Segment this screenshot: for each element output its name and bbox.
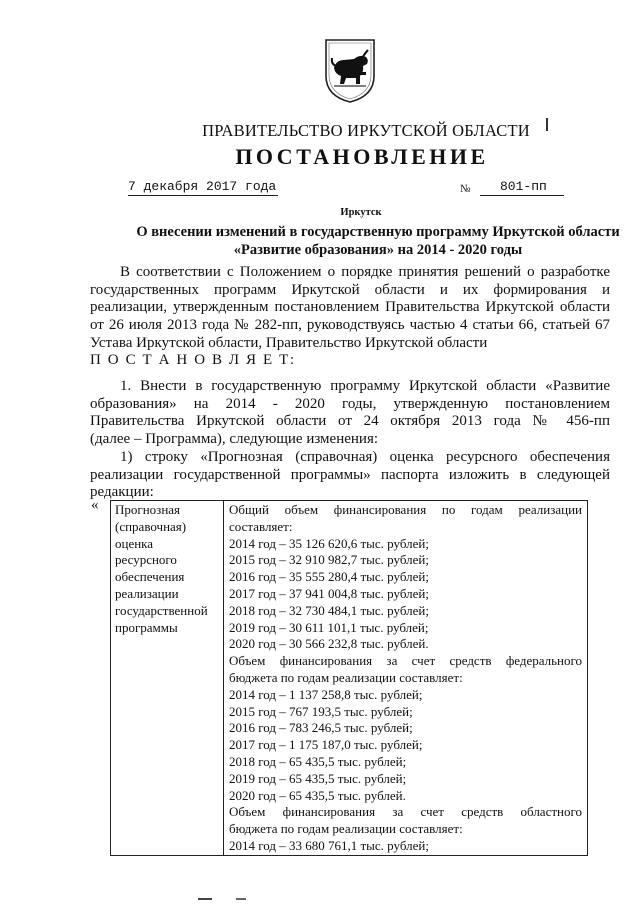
document-number: 801-пп (480, 179, 564, 196)
value-line: 2017 год – 37 941 004,8 тыс. рублей; (229, 585, 429, 601)
value-line: 2014 год – 1 137 258,8 тыс. рублей; (229, 686, 423, 702)
subpoint-1-paragraph (90, 449, 610, 502)
scan-artifact-mark (546, 118, 548, 131)
label-line: государственной (115, 602, 208, 618)
table-cell-values (224, 501, 588, 856)
value-line: 2015 год – 767 193,5 тыс. рублей; (229, 703, 413, 719)
value-line: 2018 год – 65 435,5 тыс. рублей; (229, 753, 407, 769)
subject-line: О внесении изменений в государственную программу Иркутской области (136, 224, 620, 240)
point-1-line: Правительства Иркутской области от 24 октября 2013 года № 456-пп (90, 413, 610, 430)
subpoint-1-line: 1) строку «Прогнозная (справочная) оценка ресурсного обеспечения (120, 449, 610, 465)
document-subject (108, 223, 640, 259)
value-line: 2019 год – 65 435,5 тыс. рублей; (229, 770, 407, 786)
value-line: 2019 год – 30 611 101,1 тыс. рублей; (229, 619, 429, 635)
subpoint-1-line: реализации государственной программы» паспорта изложить в следующей (90, 466, 610, 483)
label-line: обеспечения (115, 569, 185, 585)
label-line: оценка (115, 535, 154, 551)
label-line: программы (115, 619, 178, 635)
number-sign-label: № (460, 183, 471, 195)
irkutsk-coat-of-arms-icon (322, 38, 378, 104)
government-title: ПРАВИТЕЛЬСТВО ИРКУТСКОЙ ОБЛАСТИ (202, 121, 530, 140)
value-line: 2018 год – 32 730 484,1 тыс. рублей; (229, 602, 429, 618)
preamble-line: реализации, утвержденным постановлением Правительства Иркутской области (90, 299, 610, 316)
point-1-line: 1. Внести в государственную программу Иркутской области «Развитие (120, 378, 610, 394)
document-type-heading: ПОСТАНОВЛЕНИЕ (235, 144, 489, 169)
preamble-line: государственных программ Иркутской области и их формирования и (90, 281, 610, 298)
value-line: бюджета по годам реализации составляет: (229, 821, 463, 837)
document-date: 7 декабря 2017 года (128, 179, 277, 194)
value-line: 2020 год – 65 435,5 тыс. рублей. (229, 787, 406, 803)
table-row (111, 501, 588, 856)
value-line: 2014 год – 35 126 620,6 тыс. рублей; (229, 535, 429, 551)
value-line: бюджета по годам реализации составляет: (229, 669, 463, 685)
value-line: Общий объем финансирования по годам реализации (229, 502, 582, 517)
opening-quote-mark: « (91, 497, 99, 513)
subpoint-1-line: редакции: (90, 484, 154, 501)
preamble-line: от 26 июля 2013 года № 282-пп, руководствуясь частью 4 статьи 66, статьей 67 (90, 317, 610, 334)
city-name: Иркутск (340, 207, 382, 218)
value-line: Объем финансирования за счет средств федерального (229, 653, 582, 669)
preamble-line: В соответствии с Положением о порядке принятия решений о разработке (120, 264, 610, 280)
value-line: составляет: (229, 518, 293, 534)
point-1-line: образования» на 2014 - 2020 годы, утвержденную постановлением (90, 395, 610, 412)
value-line: 2020 год – 30 566 232,8 тыс. рублей. (229, 636, 429, 652)
label-line: реализации (115, 585, 179, 601)
value-line: 2016 год – 783 246,5 тыс. рублей; (229, 720, 413, 736)
preamble-paragraph (90, 264, 610, 370)
value-line: 2014 год – 33 680 761,1 тыс. рублей; (229, 837, 429, 853)
resolves-word: П О С Т А Н О В Л Я Е Т: (90, 352, 296, 369)
scan-artifact-mark (236, 898, 246, 900)
point-1-line: (далее – Программа), следующие изменения: (90, 431, 379, 448)
subject-line: «Развитие образования» на 2014 - 2020 годы (233, 242, 523, 258)
value-line: 2015 год – 32 910 982,7 тыс. рублей; (229, 552, 429, 568)
value-line: 2017 год – 1 175 187,0 тыс. рублей; (229, 737, 423, 753)
scan-artifact-mark (198, 898, 212, 900)
preamble-line: Устава Иркутской области, Правительство Иркутской области (90, 334, 488, 351)
point-1-paragraph (90, 378, 610, 449)
value-line: Объем финансирования за счет средств областного (229, 804, 582, 820)
label-line: Прогнозная (115, 502, 181, 517)
table-cell-label (111, 501, 224, 856)
resource-table (110, 500, 588, 856)
label-line: (справочная) (115, 518, 187, 534)
label-line: ресурсного (115, 552, 177, 568)
value-line: 2016 год – 35 555 280,4 тыс. рублей; (229, 569, 429, 585)
